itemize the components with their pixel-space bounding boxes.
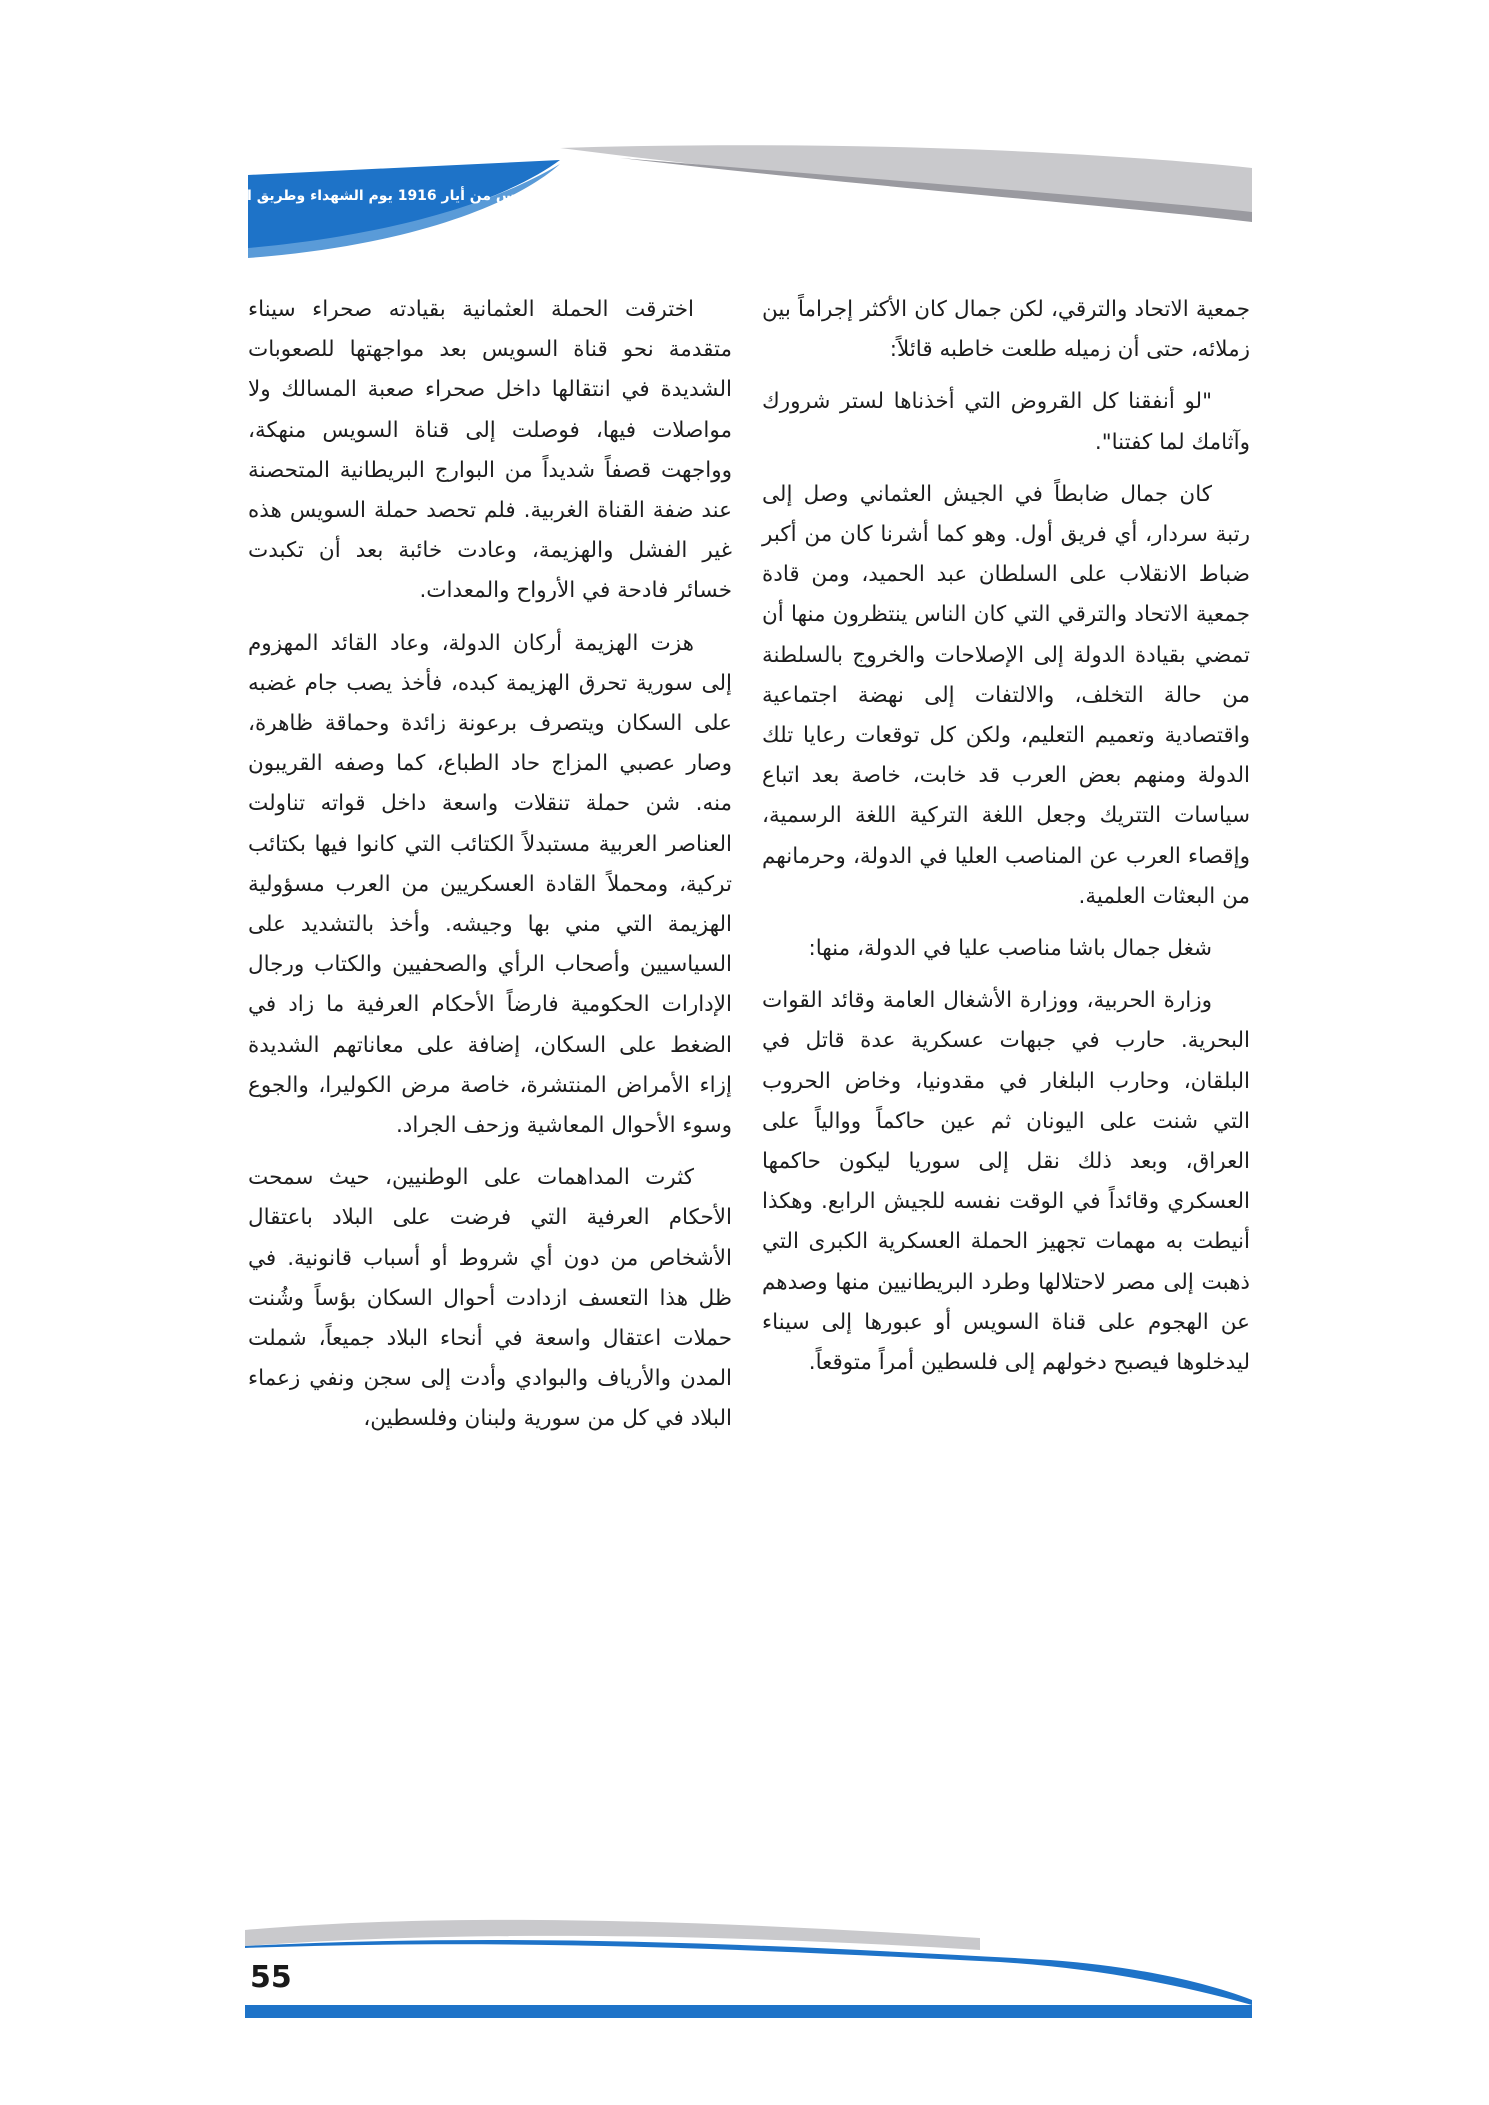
left-paragraph-3: كثرت المداهمات على الوطنيين، حيث سمحت الأحكام العرفية التي فرضت على البلاد باعتقال الأشخاص من دون أي شروط أو أسباب قانونية. في ظل هذا التعسف ازدادت أحوال السكان بؤساً وشُنت حملات اعتقال واسعة في أنحاء البلاد جميعاً، شملت المدن والأرياف والبوادي وأدت إلى سجن ونفي زعماء البلاد في كل من سورية ولبنان وفلسطين، (248, 1165, 732, 1432)
footer-band (0, 1890, 1489, 2030)
left-paragraph-2: هزت الهزيمة أركان الدولة، وعاد القائد المهزوم إلى سورية تحرق الهزيمة كبده، فأخذ يصب جام غضبه على السكان ويتصرف برعونة زائدة وحماقة ظاهرة، وصار عصبي المزاج حاد الطباع، كما وصفه القريبون منه. شن حملة تنقلات واسعة داخل قواته تناولت العناصر العربية مستبدلاً الكتائب التي كانوا فيها بكتائب تركية، ومحملاً القادة العسكريين من العرب مسؤولية الهزيمة التي مني بها وجيشه. وأخذ بالتشديد على السياسيين وأصحاب الرأي والصحفيين والكتاب ورجال الإدارات الحكومية فارضاً الأحكام العرفية ما زاد في الضغط على السكان، إضافة على معاناتهم الشديدة إزاء الأمراض المنتشرة، خاصة مرض الكوليرا، والجوع وسوء الأحوال المعاشية وزحف الجراد. (248, 630, 732, 1139)
right-column (762, 290, 1250, 1810)
page-number: 55 (250, 1960, 292, 1995)
right-paragraph-2: "لو أنفقنا كل القروض التي أخذناها لستر شرورك وآثامك لما كفتنا". (762, 389, 1250, 455)
footer-white-panel (245, 1944, 1252, 2005)
left-column (248, 290, 732, 1810)
running-header-title: السادس من أيار 1916 يوم الشهداء وطريق التحرير (203, 188, 552, 204)
left-paragraph-1: اخترقت الحملة العثمانية بقيادته صحراء سيناء متقدمة نحو قناة السويس بعد مواجهتها للصعوبات الشديدة في انتقالها داخل صحراء صعبة المسالك ولا مواصلات فيها، فوصلت إلى قناة السويس منهكة، وواجهت قصفاً شديداً من البوارج البريطانية المتحصنة عند ضفة القناة الغربية. فلم تحصد حملة السويس هذه غير الفشل والهزيمة، وعادت خائبة بعد أن تكبدت خسائر فادحة في الأرواح والمعدات. (248, 297, 732, 604)
footer-bottom-bar (245, 2008, 1252, 2018)
right-paragraph-3: كان جمال ضابطاً في الجيش العثماني وصل إلى رتبة سردار، أي فريق أول. وهو كما أشرنا كان من أكبر ضباط الانقلاب على السلطان عبد الحميد، ومن قادة جمعية الاتحاد والترقي التي كان الناس ينتظرون منها أن تمضي بقيادة الدولة إلى الإصلاحات والخروج بالسلطنة من حالة التخلف، والالتفات إلى نهضة اجتماعية واقتصادية وتعميم التعليم، ولكن كل توقعات رعايا تلك الدولة ومنهم بعض العرب قد خابت، خاصة بعد اتباع سياسات التتريك وجعل اللغة التركية اللغة الرسمية، وإقصاء العرب عن المناصب العليا في الدولة، وحرمانهم من البعثات العلمية. (762, 481, 1250, 909)
header-band (0, 0, 1489, 270)
right-paragraph-4: شغل جمال باشا مناصب عليا في الدولة، منها: (808, 936, 1212, 962)
right-paragraph-5: وزارة الحربية، ووزارة الأشغال العامة وقائد القوات البحرية. حارب في جبهات عسكرية عدة قاتل في البلقان، وحارب البلغار في مقدونيا، وخاض الحروب التي شنت على اليونان ثم عين حاكماً ووالياً على العراق، وبعد ذلك نقل إلى سوريا ليكون حاكمها العسكري وقائداً في الوقت نفسه للجيش الرابع. وهكذا أنيطت به مهمات تجهيز الحملة العسكرية الكبرى التي ذهبت إلى مصر لاحتلالها وطرد البريطانيين منها وصدهم عن الهجوم على قناة السويس أو عبورها إلى سيناء ليدخلوها فيصبح دخولهم إلى فلسطين أمراً متوقعاً. (762, 988, 1250, 1376)
right-paragraph-1: جمعية الاتحاد والترقي، لكن جمال كان الأكثر إجراماً بين زملائه، حتى أن زميله طلعت خاطبه قائلاً: (762, 297, 1250, 363)
